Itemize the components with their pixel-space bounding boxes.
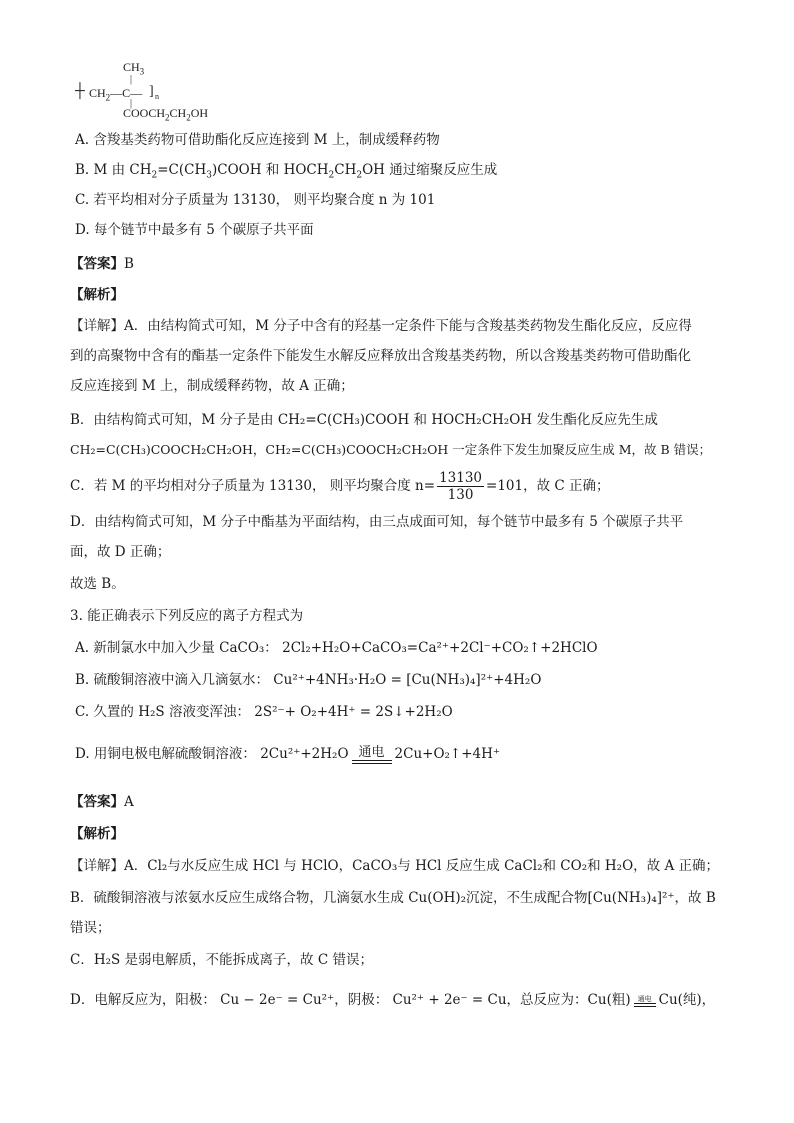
- q2-option-a: A. 含羧基类药物可借助酯化反应连接到 M 上，制成缓释药物: [75, 132, 440, 148]
- q3-detail-line-5: D．电解反应为，阳极： Cu − 2e⁻ = Cu²⁺，阴极： Cu²⁺ + 2e⁻ = Cu，总反应为：Cu(粗) 通电 Cu(纯)，: [70, 992, 716, 1008]
- answer-tag: 【答案】: [70, 256, 124, 272]
- q2-conclusion: 故选 B。: [70, 576, 125, 592]
- q2-detail-line-8: 面，故 D 正确；: [70, 544, 171, 560]
- chain-bracket-open: ┼: [75, 84, 85, 99]
- electrolysis-condition: 通电: [352, 746, 392, 764]
- answer-value: A: [124, 794, 134, 810]
- q3-detail-line-4: C．H₂S 是弱电解质，不能拆成离子，故 C 错误；: [70, 952, 373, 968]
- q2-detail-line-4: B．由结构简式可知，M 分子是由 CH₂=C(CH₃)COOH 和 HOCH₂CH₂OH 发生酯化反应先生成: [70, 412, 658, 428]
- q2-analysis-tag: 【解析】: [70, 287, 124, 303]
- q2-detail-line-5: CH₂=C(CH₃)COOCH₂CH₂OH，CH₂=C(CH₃)COOCH₂CH₂OH 一定条件下发生加聚反应生成 M，故 B 错误；: [70, 442, 712, 457]
- answer-value: B: [124, 256, 134, 272]
- q2-answer: [70, 254, 134, 274]
- q3-detail-line-1: 【详解】A．Cl₂与水反应生成 HCl 与 HClO，CaCO₃与 HCl 反应生成 CaCl₂和 CO₂和 H₂O，故 A 正确；: [70, 858, 719, 874]
- q3-answer: [70, 792, 134, 812]
- methyl-group: $CH_3$: [123, 60, 145, 77]
- electrolysis-condition: 通电: [634, 995, 656, 1007]
- q2-option-c: C. 若平均相对分子质量为 13130， 则平均聚合度 n 为 101: [75, 192, 436, 208]
- q2-detail-line-7: D．由结构简式可知，M 分子中酯基为平面结构，由三点成面可知，每个链节中最多有 5 个碳原子共平: [70, 514, 684, 530]
- answer-tag: 【答案】: [70, 794, 124, 810]
- q3-detail-line-3: 错误；: [70, 920, 111, 936]
- q3-option-a: A. 新制氯水中加入少量 CaCO₃： 2Cl₂+H₂O+CaCO₃=Ca²⁺+2Cl⁻+CO₂↑+2HClO: [75, 640, 598, 656]
- q2-detail-line-1: 【详解】A．由结构简式可知，M 分子中含有的羟基一定条件下能与含羧基类药物发生酯化反应，反应得: [70, 318, 692, 334]
- methylene-group: $CH_2—C—$: [89, 86, 143, 103]
- polymer-structure-formula: [75, 60, 275, 124]
- bond-vertical-top: |: [130, 74, 133, 85]
- q2-detail-line-2: 到的高聚物中含有的酯基一定条件下能发生水解反应释放出含羧基类药物，所以含羧基类药物可借助酯化: [70, 348, 691, 364]
- q3-option-c: C. 久置的 H₂S 溶液变浑浊： 2S²⁻+ O₂+4H⁺ = 2S↓+2H₂O: [75, 704, 453, 720]
- q2-option-b: B. M 由 $CH_2=C(CH_3)COOH$ 和 $HOCH_2CH_2OH$ 通过缩聚反应生成: [75, 162, 498, 181]
- q3-option-b: B. 硫酸铜溶液中滴入几滴氨水： Cu²⁺+4NH₃·H₂O = [Cu(NH₃)₄]²⁺+4H₂O: [75, 672, 542, 688]
- repeat-count-n: n: [155, 92, 159, 101]
- ester-group: $COOCH_2CH_2OH$: [123, 106, 209, 123]
- q2-detail-line-6: C．若 M 的平均相对分子质量为 13130， 则平均聚合度 n= $\frac{13130}{130}$ =101，故 C 正确；: [70, 470, 610, 503]
- q2-option-d: D. 每个链节中最多有 5 个碳原子共平面: [75, 222, 314, 238]
- q3-detail-line-2: B．硫酸铜溶液与浓氨水反应生成络合物，几滴氨水生成 Cu(OH)₂沉淀，不生成配合物[Cu(NH₃)₄]²⁺，故 B: [70, 890, 716, 906]
- bond-vertical-bottom: |: [130, 98, 133, 109]
- q2-detail-line-3: 反应连接到 M 上，制成缓释药物，故 A 正确；: [70, 378, 354, 394]
- chain-bracket-close: ]: [149, 84, 154, 99]
- fraction: $\frac{13130}{130}$: [439, 470, 483, 503]
- q3-stem: 3. 能正确表示下列反应的离子方程式为: [70, 608, 304, 624]
- q3-option-d: D. 用铜电极电解硫酸铜溶液： 2Cu²⁺+2H₂O 通电 2Cu+O₂↑+4H⁺: [75, 744, 501, 762]
- q3-analysis-tag: 【解析】: [70, 826, 124, 842]
